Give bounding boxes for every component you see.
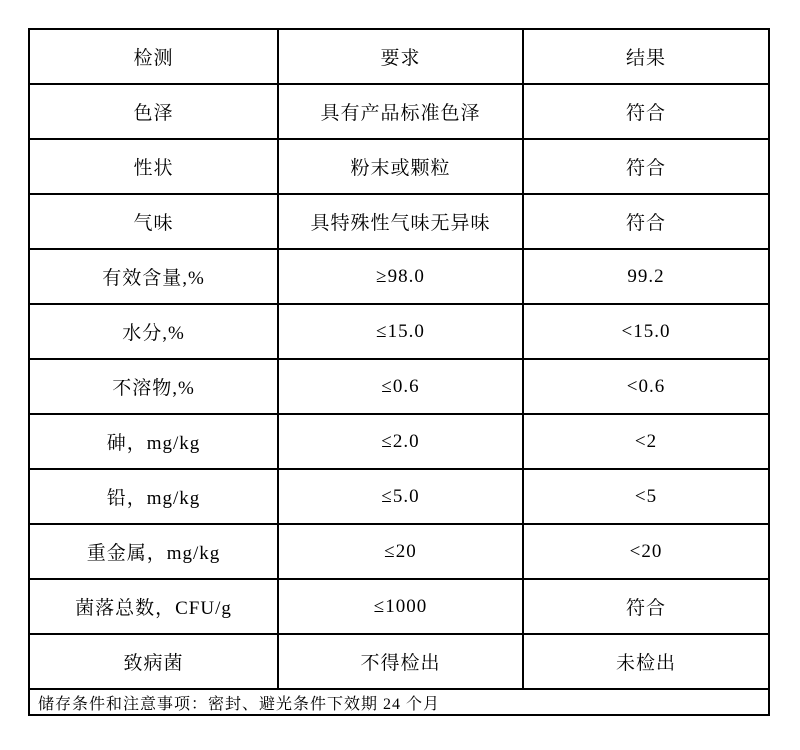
header-requirement: 要求 bbox=[278, 29, 523, 84]
table-row bbox=[29, 634, 769, 689]
table-row bbox=[29, 84, 769, 139]
cell-requirement: ≤5.0 bbox=[278, 469, 523, 524]
header-test-item: 检测 bbox=[29, 29, 278, 84]
cell-test-item: 致病菌 bbox=[29, 634, 278, 689]
cell-result: 符合 bbox=[523, 579, 769, 634]
cell-requirement: ≤0.6 bbox=[278, 359, 523, 414]
table-row bbox=[29, 194, 769, 249]
storage-conditions-note: 储存条件和注意事项：密封、避光条件下效期 24 个月 bbox=[29, 689, 769, 715]
cell-result: 符合 bbox=[523, 84, 769, 139]
cell-result: 符合 bbox=[523, 194, 769, 249]
cell-requirement: ≤20 bbox=[278, 524, 523, 579]
inspection-table bbox=[28, 28, 770, 716]
cell-test-item: 铅，mg/kg bbox=[29, 469, 278, 524]
cell-requirement: 具特殊性气味无异味 bbox=[278, 194, 523, 249]
cell-requirement: ≤15.0 bbox=[278, 304, 523, 359]
cell-result: 99.2 bbox=[523, 249, 769, 304]
cell-test-item: 不溶物,% bbox=[29, 359, 278, 414]
cell-result: <15.0 bbox=[523, 304, 769, 359]
cell-requirement: ≥98.0 bbox=[278, 249, 523, 304]
table-row bbox=[29, 524, 769, 579]
table-row bbox=[29, 414, 769, 469]
cell-result: 符合 bbox=[523, 139, 769, 194]
cell-test-item: 气味 bbox=[29, 194, 278, 249]
cell-test-item: 性状 bbox=[29, 139, 278, 194]
cell-result: 未检出 bbox=[523, 634, 769, 689]
table-row bbox=[29, 469, 769, 524]
table-row bbox=[29, 249, 769, 304]
table-row bbox=[29, 359, 769, 414]
cell-test-item: 重金属，mg/kg bbox=[29, 524, 278, 579]
cell-requirement: 具有产品标准色泽 bbox=[278, 84, 523, 139]
cell-test-item: 有效含量,% bbox=[29, 249, 278, 304]
table-header-row bbox=[29, 29, 769, 84]
table-row bbox=[29, 139, 769, 194]
header-result: 结果 bbox=[523, 29, 769, 84]
cell-test-item: 水分,% bbox=[29, 304, 278, 359]
cell-test-item: 菌落总数，CFU/g bbox=[29, 579, 278, 634]
table-row bbox=[29, 304, 769, 359]
cell-test-item: 色泽 bbox=[29, 84, 278, 139]
cell-requirement: ≤1000 bbox=[278, 579, 523, 634]
cell-result: <5 bbox=[523, 469, 769, 524]
cell-test-item: 砷，mg/kg bbox=[29, 414, 278, 469]
cell-result: <0.6 bbox=[523, 359, 769, 414]
table-row bbox=[29, 579, 769, 634]
table-footer-row bbox=[29, 689, 769, 715]
cell-result: <20 bbox=[523, 524, 769, 579]
cell-result: <2 bbox=[523, 414, 769, 469]
cell-requirement: 不得检出 bbox=[278, 634, 523, 689]
cell-requirement: ≤2.0 bbox=[278, 414, 523, 469]
cell-requirement: 粉末或颗粒 bbox=[278, 139, 523, 194]
